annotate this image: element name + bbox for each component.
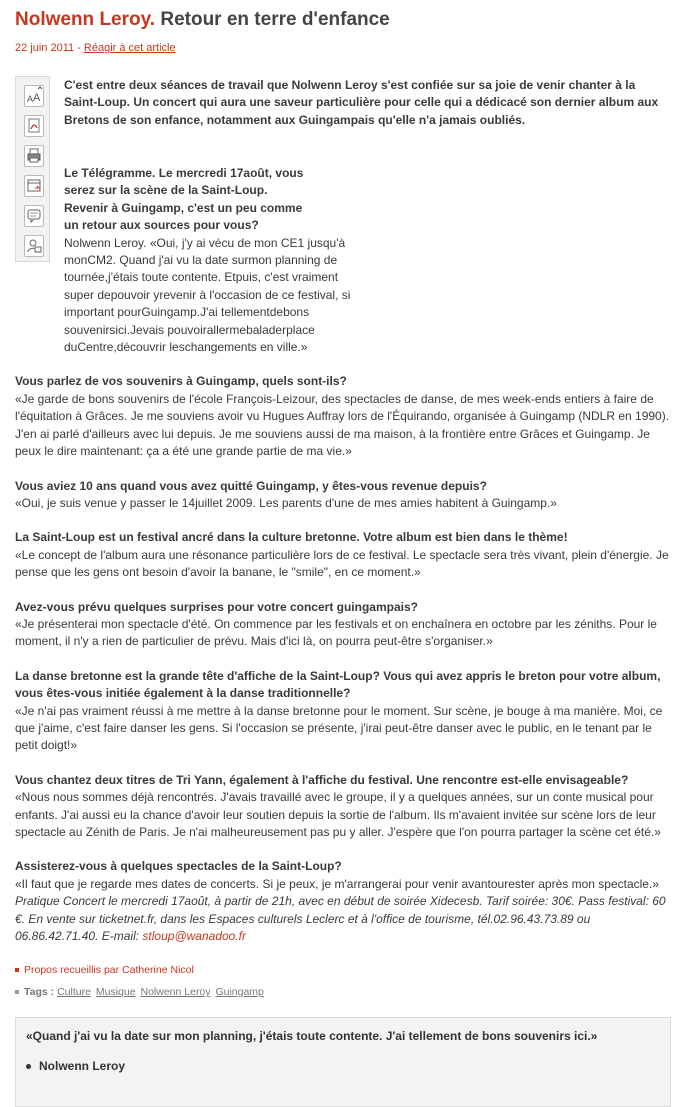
tags-bar xyxy=(15,986,266,998)
tag-link[interactable]: Musique xyxy=(95,986,136,998)
answer: «Nous nous sommes déjà rencontrés. J'avais travaillé avec le groupe, il y a quelques années, sur un conte musical pour enfants. J'ai aussi eu la chance d'avoir leur soutien depuis la sortie de l'album. Ils m'avaient invitée sur scène lors de leur spectacle au Zénith de Paris. Je n'ai malheureusement pas pu y aller. J'espère que l'on pourra partager la scène cet été.» xyxy=(15,790,661,839)
tags-label: Tags : xyxy=(24,986,55,998)
answer: Nolwenn Leroy. «Oui, j'y ai vécu de mon CE1 jusqu'à monCM2. Quand j'ai vu la date surmon planning de tournée,j'étais toute contente. Etpuis, c'est vraiment super depouvoir yrevenir à l'occasion de ce festival, si important pourGuingamp.J'ai tellementdebons souvenirsici.Jevais pouvoirallermebaladerplace duCentre,découvrir leschangements en ville.» xyxy=(64,235,351,355)
print-icon[interactable] xyxy=(24,145,44,167)
signature-text: Propos recueillis par Catherine Nicol xyxy=(24,964,194,976)
signature xyxy=(15,964,194,976)
qa-item xyxy=(15,858,671,945)
answer: «Oui, je suis venue y passer le 14juillet 2009. Les parents d'une de mes amies habitent à Guingamp.» xyxy=(15,495,557,510)
question: Le Télégramme. Le mercredi 17août, vous serez sur la scène de la Saint-Loup. Revenir à Guingamp, c'est un peu comme un retour aux sources pour vous? xyxy=(64,166,304,233)
question: Avez-vous prévu quelques surprises pour votre concert guingampais? xyxy=(15,599,418,614)
article-intro: C'est entre deux séances de travail que Nolwenn Leroy s'est confiée sur sa joie de venir chanter à la Saint-Loup. Un concert qui aura une saveur particulière pour celle qui a dédicacé son dernier album aux Bretons de son enfance, notamment aux Guingampais qu'elle n'a jamais oubliés. xyxy=(64,78,659,127)
bullet-square-icon xyxy=(15,968,19,972)
bullet-square-icon xyxy=(15,990,19,994)
article-body xyxy=(15,165,671,962)
tag-link[interactable]: Culture xyxy=(57,986,91,998)
qa-item xyxy=(15,165,671,356)
qa-item xyxy=(15,478,671,513)
question: Vous aviez 10 ans quand vous avez quitté Guingamp, y êtes-vous revenue depuis? xyxy=(15,478,487,493)
react-link[interactable]: Réagir à cet article xyxy=(83,42,176,54)
bullet-dot-icon xyxy=(26,1064,31,1069)
qa-item xyxy=(15,599,671,651)
qa-item xyxy=(15,529,671,581)
answer: «Je n'ai pas vraiment réussi à me mettre à la danse bretonne pour le moment. Sur scène, je bouge à ma manière. Moi, ce que j'aime, c'est faire danser les gens. Si l'occasion se présente, j'irai peut-être danser avec le public, en le tenant par le petit doigt!» xyxy=(15,703,663,753)
svg-text:A: A xyxy=(27,94,34,104)
email-link[interactable]: stloup@wanadoo.fr xyxy=(142,929,246,944)
qa-item xyxy=(15,668,671,755)
question: Assisterez-vous à quelques spectacles de la Saint-Loup? xyxy=(15,859,342,874)
text-size-icon[interactable] xyxy=(24,85,44,107)
question: Vous parlez de vos souvenirs à Guingamp, quels sont-ils? xyxy=(15,374,347,389)
article-date: 22 juin 2011 xyxy=(15,42,75,54)
answer: «Je présenterai mon spectacle d'été. On commence par les festivals et on enchaînera en octobre par les zéniths. Pour le moment, il n'y a rien de particulier de prévu. Mais d'ici là, on pourra peut-être s'organiser.» xyxy=(15,616,657,649)
article-title-name: Nolwenn Leroy. xyxy=(15,9,156,30)
qa-item xyxy=(15,772,671,842)
meta-separator: - xyxy=(74,42,84,54)
answer: «Je garde de bons souvenirs de l'école François-Leizour, des spectacles de danse, de mes week-ends entiers à faire de l'équitation à Grâces. Je me souviens avoir vu Hugues Auffray lors de l'Équirando, organisée à Guingamp (NDLR en 1990). J'en ai parlé d'ailleurs avec lui depuis. Je me souviens aussi de ma maison, à la frontière entre Grâces et Guingamp. Je peux le dire maintenant: ça a été une grande partie de ma vie.» xyxy=(15,391,670,459)
question: Vous chantez deux titres de Tri Yann, également à l'affiche du festival. Une rencontre est-elle envisageable? xyxy=(15,772,629,787)
pdf-icon[interactable] xyxy=(24,115,44,137)
question: La danse bretonne est la grande tête d'affiche de la Saint-Loup? Vous qui avez appris le breton pour votre album, vous êtes-vous initiée également à la danse traditionnelle? xyxy=(15,668,661,701)
svg-text:A: A xyxy=(33,92,41,104)
qa-item xyxy=(15,373,671,460)
article-meta xyxy=(15,42,176,54)
practical-info: Pratique Concert le mercredi 17août, à partir de 21h, avec en début de soirée Xidecesb. Tarif soirée: 30€. Pass festival: 60 €. En vente sur ticketnet.fr, dans les Espaces culturels Leclerc et à l'office de tourisme, tél.02.96.43.73.89 ou 06.86.42.71.40. E-mail: xyxy=(15,894,666,944)
tag-link[interactable]: Nolwenn Leroy xyxy=(140,986,211,998)
pull-quote xyxy=(15,1017,671,1107)
article-title xyxy=(15,9,390,31)
article-title-rest: Retour en terre d'enfance xyxy=(160,9,390,30)
pull-quote-author: Nolwenn Leroy xyxy=(26,1059,125,1073)
tag-link[interactable]: Guingamp xyxy=(215,986,264,998)
pull-quote-text: «Quand j'ai vu la date sur mon planning, j'étais toute contente. J'ai tellement de bons souvenirs ici.» xyxy=(26,1029,598,1043)
answer: «Il faut que je regarde mes dates de concerts. Si je peux, je m'arrangerai pour venir avantourester après mon spectacle.» xyxy=(15,876,659,891)
question: La Saint-Loup est un festival ancré dans la culture bretonne. Votre album est bien dans le thème! xyxy=(15,530,568,545)
answer: «Le concept de l'album aura une résonance particulière lors de ce festival. Le spectacle sera très vivant, plein d'énergie. Je pense que les gens ont besoin d'avoir la banane, le "smile", en ce moment.» xyxy=(15,547,669,580)
